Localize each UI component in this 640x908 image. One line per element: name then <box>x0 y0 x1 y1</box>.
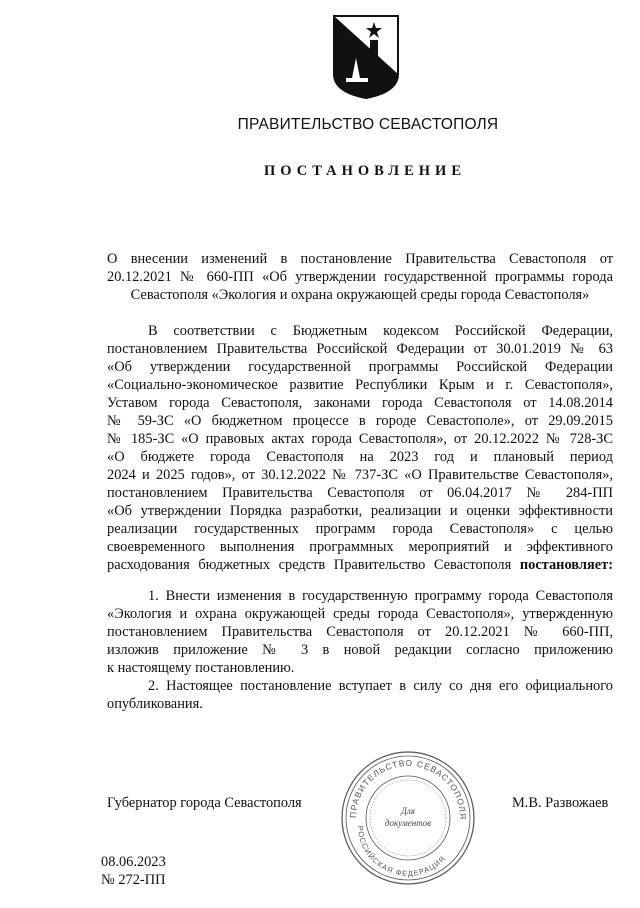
item-2-line: 2. Настоящее постановление вступает в силу со дня его официального <box>148 678 613 694</box>
svg-text:РОССИЙСКАЯ ФЕДЕРАЦИЯ <box>356 826 448 879</box>
resolution-items <box>107 587 613 713</box>
preamble-line: «О бюджете города Севастополя на 2023 год и плановый период <box>107 449 613 465</box>
preamble-line: реализации государственных программ города Севастополя» с целью <box>107 521 613 537</box>
item-1-line: к настоящему постановлению. <box>107 660 295 676</box>
document-type-title: ПОСТАНОВЛЕНИЕ <box>263 163 466 179</box>
document-subject: О внесении изменений в постановление Правительства Севастополя от 20.12.2021 № 660-ПП «Об утверждении государственной программы города Севастополя «Экология и охрана окружающей среды города Севастополя» <box>107 251 613 303</box>
stamp-center-line2: документов <box>384 818 432 828</box>
preamble-line: № 185-ЗС «О правовых актах города Севастополя», от 20.12.2022 № 728-ЗС <box>107 431 613 447</box>
preamble-paragraph <box>107 322 613 574</box>
preamble-line: своевременного выполнения программных мероприятий и эффективного <box>107 539 613 555</box>
preamble-last-line <box>107 556 613 574</box>
stamp-ring-text: ПРАВИТЕЛЬСТВО СЕВАСТОПОЛЯ <box>347 757 469 821</box>
document-date-number <box>101 853 166 889</box>
preamble-line: постановлением Правительства Российской Федерации от 30.01.2019 № 63 <box>107 341 613 357</box>
signer-name: М.В. Развожаев <box>512 795 609 811</box>
preamble-line: Уставом города Севастополя, законами города Севастополя от 14.08.2014 <box>107 395 613 411</box>
preamble-line: «Социально-экономическое развитие Республики Крым и г. Севастополя», <box>107 377 613 393</box>
document-number: № 272-ПП <box>101 872 166 888</box>
item-1-line: изложив приложение № 3 в новой редакции согласно приложению <box>107 642 613 658</box>
organization-header: ПРАВИТЕЛЬСТВО СЕВАСТОПОЛЯ <box>237 116 499 133</box>
item-1-line: постановлением Правительства Севастополя от 20.12.2021 № 660-ПП, <box>107 624 613 640</box>
preamble-last-text: расходования бюджетных средств Правительство Севастополя <box>107 557 512 573</box>
sevastopol-coat-of-arms-icon <box>326 14 406 100</box>
official-stamp <box>338 748 478 888</box>
item-1-line: «Экология и охрана окружающей среды города Севастополя», утвержденную <box>107 606 613 622</box>
preamble-line: 2024 и 2025 годов», от 30.12.2022 № 737-ЗС «О Правительстве Севастополя», <box>107 467 613 483</box>
preamble-line: № 59-ЗС «О бюджетном процессе в городе Севастополе», от 29.09.2015 <box>107 413 613 429</box>
signer-title: Губернатор города Севастополя <box>107 795 302 811</box>
resolves-word: постановляет: <box>519 557 613 573</box>
stamp-center-line1: Для <box>401 806 415 816</box>
stamp-ring-text-bottom: РОССИЙСКАЯ ФЕДЕРАЦИЯ <box>355 825 448 879</box>
item-1-line: 1. Внести изменения в государственную программу города Севастополя <box>148 588 613 604</box>
preamble-line: «Об утверждении государственной программы Российской Федерации <box>107 359 613 375</box>
preamble-line: «Об утверждении Порядка разработки, реализации и оценки эффективности <box>107 503 613 519</box>
document-date: 08.06.2023 <box>101 854 166 870</box>
preamble-line: постановлением Правительства Севастополя от 06.04.2017 № 284-ПП <box>107 485 613 501</box>
preamble-line: В соответствии с Бюджетным кодексом Российской Федерации, <box>148 323 613 339</box>
item-2-line: опубликования. <box>107 696 203 712</box>
